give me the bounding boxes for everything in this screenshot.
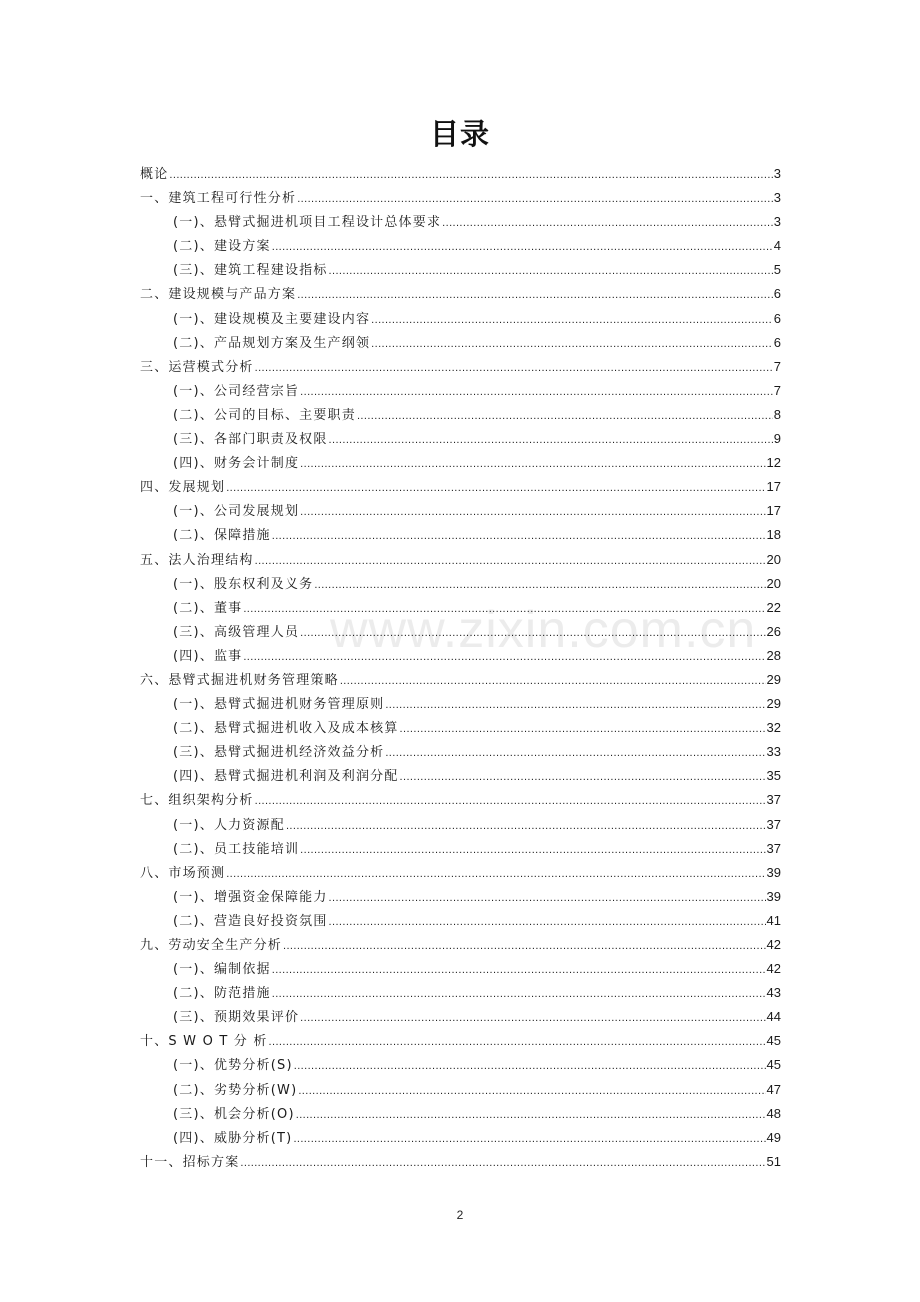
toc-entry[interactable] <box>140 788 781 812</box>
dot-leader <box>400 765 766 789</box>
dot-leader <box>329 259 773 283</box>
toc-entry-label: 五、法人治理结构 <box>140 552 254 568</box>
dot-leader <box>300 621 765 645</box>
toc-entry-label: (三)、建筑工程建设指标 <box>173 263 328 279</box>
toc-entry-page: 49 <box>766 1129 781 1145</box>
toc-entry-page: 12 <box>766 455 781 471</box>
dot-leader <box>243 597 765 621</box>
toc-entry-label: (二)、防范措施 <box>173 986 271 1002</box>
toc-entry-page: 29 <box>766 696 781 712</box>
toc-entry[interactable] <box>140 475 781 499</box>
toc-entry-label: 概论 <box>140 167 169 182</box>
toc-subentry[interactable] <box>140 427 781 451</box>
toc-entry[interactable] <box>140 933 781 957</box>
dot-leader <box>371 308 773 332</box>
dot-leader <box>329 886 766 910</box>
toc-entry-page: 7 <box>773 358 781 374</box>
toc-subentry[interactable] <box>140 716 781 740</box>
toc-entry-page: 3 <box>773 166 781 181</box>
dot-leader <box>300 500 765 524</box>
toc-subentry[interactable] <box>140 1078 781 1102</box>
toc-entry-label: 七、组织架构分析 <box>140 793 254 809</box>
toc-entry-label: 三、运营模式分析 <box>140 359 254 375</box>
toc-subentry[interactable] <box>140 1053 781 1077</box>
toc-entry-label: (四)、悬臂式掘进机利润及利润分配 <box>173 769 399 785</box>
toc-subentry[interactable] <box>140 620 781 644</box>
toc-entry-label: (一)、悬臂式掘进机项目工程设计总体要求 <box>173 215 442 231</box>
toc-entry-label: (一)、公司发展规划 <box>173 504 300 520</box>
toc-entry-label: 四、发展规划 <box>140 480 226 496</box>
page-title: 目录 <box>429 117 490 151</box>
toc-entry-page: 9 <box>773 431 781 447</box>
toc-entry-label: (一)、建设规模及主要建设内容 <box>173 311 371 327</box>
dot-leader <box>226 476 765 500</box>
toc-subentry[interactable] <box>140 957 781 981</box>
toc-subentry[interactable] <box>140 403 781 427</box>
toc-subentry[interactable] <box>140 644 781 668</box>
dot-leader <box>314 573 765 597</box>
dot-leader <box>357 404 773 428</box>
toc-entry-page: 39 <box>766 864 781 880</box>
dot-leader <box>442 211 773 235</box>
toc-entry-page: 47 <box>766 1081 781 1097</box>
toc-entry-label: (二)、员工技能培训 <box>173 841 300 857</box>
toc-entry-label: 九、劳动安全生产分析 <box>140 938 283 953</box>
toc-entry-label: 十一、招标方案 <box>140 1154 240 1170</box>
toc-entry-label: (二)、公司的目标、主要职责 <box>173 407 356 423</box>
dot-leader <box>293 1127 765 1151</box>
dot-leader <box>255 549 766 573</box>
toc-entry-label: 一、建筑工程可行性分析 <box>140 191 297 207</box>
toc-subentry[interactable] <box>140 1102 781 1126</box>
toc-subentry[interactable] <box>140 885 781 909</box>
toc-entry-label: (四)、威胁分析(T) <box>173 1130 293 1146</box>
toc-entry-label: 八、市场预测 <box>140 865 226 881</box>
toc-subentry[interactable] <box>140 210 781 234</box>
toc-entry[interactable] <box>140 186 781 210</box>
toc-subentry[interactable] <box>140 379 781 403</box>
toc-entry-page: 39 <box>766 888 781 904</box>
toc-entry-label: (三)、各部门职责及权限 <box>173 432 328 448</box>
toc-entry-page: 6 <box>773 334 781 350</box>
toc-entry-label: (一)、公司经营宗旨 <box>173 383 300 399</box>
table-of-contents <box>140 162 781 1174</box>
dot-leader <box>329 428 773 452</box>
dot-leader <box>255 789 766 813</box>
toc-entry-label: (一)、增强资金保障能力 <box>173 889 328 905</box>
dot-leader <box>243 645 765 669</box>
dot-leader <box>226 862 765 886</box>
toc-entry-page: 17 <box>766 503 781 519</box>
toc-entry-label: (四)、财务会计制度 <box>173 456 300 472</box>
toc-entry-page: 20 <box>766 575 781 591</box>
toc-entry-page: 3 <box>773 214 781 230</box>
toc-entry-page: 28 <box>766 647 781 663</box>
dot-leader <box>385 693 765 717</box>
toc-entry-label: 二、建设规模与产品方案 <box>140 287 297 303</box>
toc-entry-label: 六、悬臂式掘进机财务管理策略 <box>140 672 339 688</box>
toc-subentry[interactable] <box>140 451 781 475</box>
toc-entry-page: 8 <box>773 406 781 422</box>
dot-leader <box>297 187 773 211</box>
dot-leader <box>169 163 772 187</box>
toc-entry-page: 7 <box>773 382 781 398</box>
toc-entry[interactable] <box>140 668 781 692</box>
toc-entry-label: (三)、高级管理人员 <box>173 624 300 640</box>
dot-leader <box>255 356 773 380</box>
toc-entry[interactable] <box>140 1150 781 1174</box>
toc-entry-page: 35 <box>766 768 781 784</box>
toc-entry-page: 26 <box>766 623 781 639</box>
toc-entry[interactable] <box>140 861 781 885</box>
toc-subentry[interactable] <box>140 331 781 355</box>
toc-entry-page: 22 <box>766 599 781 615</box>
toc-subentry[interactable] <box>140 596 781 620</box>
toc-entry[interactable] <box>140 162 781 186</box>
toc-entry-label: (一)、股东权利及义务 <box>173 576 314 592</box>
toc-subentry[interactable] <box>140 523 781 547</box>
toc-entry[interactable] <box>140 548 781 572</box>
toc-entry-label: (一)、悬臂式掘进机财务管理原则 <box>173 697 385 713</box>
toc-subentry[interactable] <box>140 1005 781 1029</box>
toc-entry-page: 43 <box>766 985 781 1001</box>
dot-leader <box>329 910 766 934</box>
toc-entry-page: 42 <box>766 937 781 952</box>
dot-leader <box>298 1079 765 1103</box>
dot-leader <box>272 982 766 1006</box>
dot-leader <box>272 958 766 982</box>
dot-leader <box>300 380 773 404</box>
toc-entry-page: 51 <box>766 1153 781 1169</box>
toc-entry-page: 3 <box>773 190 781 206</box>
toc-entry-label: (二)、营造良好投资氛围 <box>173 913 328 929</box>
toc-subentry[interactable] <box>140 1126 781 1150</box>
toc-entry-page: 18 <box>766 527 781 543</box>
dot-leader <box>400 717 766 741</box>
toc-entry-page: 32 <box>766 720 781 736</box>
dot-leader <box>240 1151 765 1175</box>
toc-subentry[interactable] <box>140 740 781 764</box>
dot-leader <box>340 669 766 693</box>
toc-entry-page: 45 <box>766 1057 781 1073</box>
dot-leader <box>297 283 773 307</box>
toc-entry-label: (二)、保障措施 <box>173 528 271 544</box>
toc-entry-label: (二)、劣势分析(W) <box>173 1082 298 1098</box>
toc-entry-page: 33 <box>766 744 781 760</box>
toc-entry-page: 6 <box>773 310 781 326</box>
dot-leader <box>296 1103 766 1127</box>
toc-entry-page: 17 <box>766 479 781 495</box>
toc-entry-label: (三)、预期效果评价 <box>173 1010 300 1026</box>
toc-subentry[interactable] <box>140 837 781 861</box>
toc-entry-page: 29 <box>766 671 781 687</box>
toc-entry-page: 48 <box>766 1105 781 1121</box>
dot-leader <box>300 1006 765 1030</box>
toc-subentry[interactable] <box>140 981 781 1005</box>
toc-subentry[interactable] <box>140 692 781 716</box>
toc-entry-page: 6 <box>773 286 781 302</box>
dot-leader <box>272 524 766 548</box>
toc-subentry[interactable] <box>140 307 781 331</box>
toc-entry-label: (三)、悬臂式掘进机经济效益分析 <box>173 745 385 761</box>
dot-leader <box>272 235 773 259</box>
toc-subentry[interactable] <box>140 572 781 596</box>
toc-subentry[interactable] <box>140 499 781 523</box>
toc-entry-label: (一)、人力资源配 <box>173 817 285 833</box>
toc-entry-label: (二)、建设方案 <box>173 239 271 255</box>
toc-entry-label: 十、S W O T 分 析 <box>140 1034 268 1050</box>
toc-subentry[interactable] <box>140 234 781 258</box>
toc-entry-page: 44 <box>766 1009 781 1025</box>
toc-entry[interactable] <box>140 355 781 379</box>
dot-leader <box>283 934 766 958</box>
toc-entry-page: 41 <box>766 912 781 928</box>
page-number: 2 <box>456 1208 464 1222</box>
dot-leader <box>294 1054 766 1078</box>
toc-entry-page: 45 <box>766 1033 781 1049</box>
toc-entry-page: 37 <box>766 792 781 808</box>
toc-entry-label: (二)、董事 <box>173 600 243 616</box>
toc-entry-label: (三)、机会分析(O) <box>173 1106 295 1122</box>
toc-subentry[interactable] <box>140 813 781 837</box>
watermark: www.zixin.com.cn <box>330 601 757 659</box>
toc-entry[interactable] <box>140 282 781 306</box>
toc-entry-page: 37 <box>766 840 781 856</box>
dot-leader <box>371 332 773 356</box>
toc-entry-label: (二)、悬臂式掘进机收入及成本核算 <box>173 721 399 737</box>
dot-leader <box>300 452 765 476</box>
toc-entry-label: (一)、优势分析(S) <box>173 1058 293 1074</box>
toc-entry-page: 42 <box>766 961 781 977</box>
toc-entry[interactable] <box>140 1029 781 1053</box>
toc-entry-page: 37 <box>766 816 781 832</box>
toc-subentry[interactable] <box>140 909 781 933</box>
toc-entry-label: (二)、产品规划方案及生产纲领 <box>173 335 371 351</box>
dot-leader <box>385 741 765 765</box>
toc-subentry[interactable] <box>140 764 781 788</box>
toc-entry-page: 20 <box>766 551 781 567</box>
toc-entry-label: (一)、编制依据 <box>173 962 271 978</box>
toc-entry-label: (四)、监事 <box>173 648 243 664</box>
dot-leader <box>286 814 766 838</box>
dot-leader <box>269 1030 766 1054</box>
dot-leader <box>300 838 765 862</box>
toc-entry-page: 5 <box>773 262 781 278</box>
toc-entry-page: 4 <box>773 238 781 254</box>
toc-subentry[interactable] <box>140 258 781 282</box>
